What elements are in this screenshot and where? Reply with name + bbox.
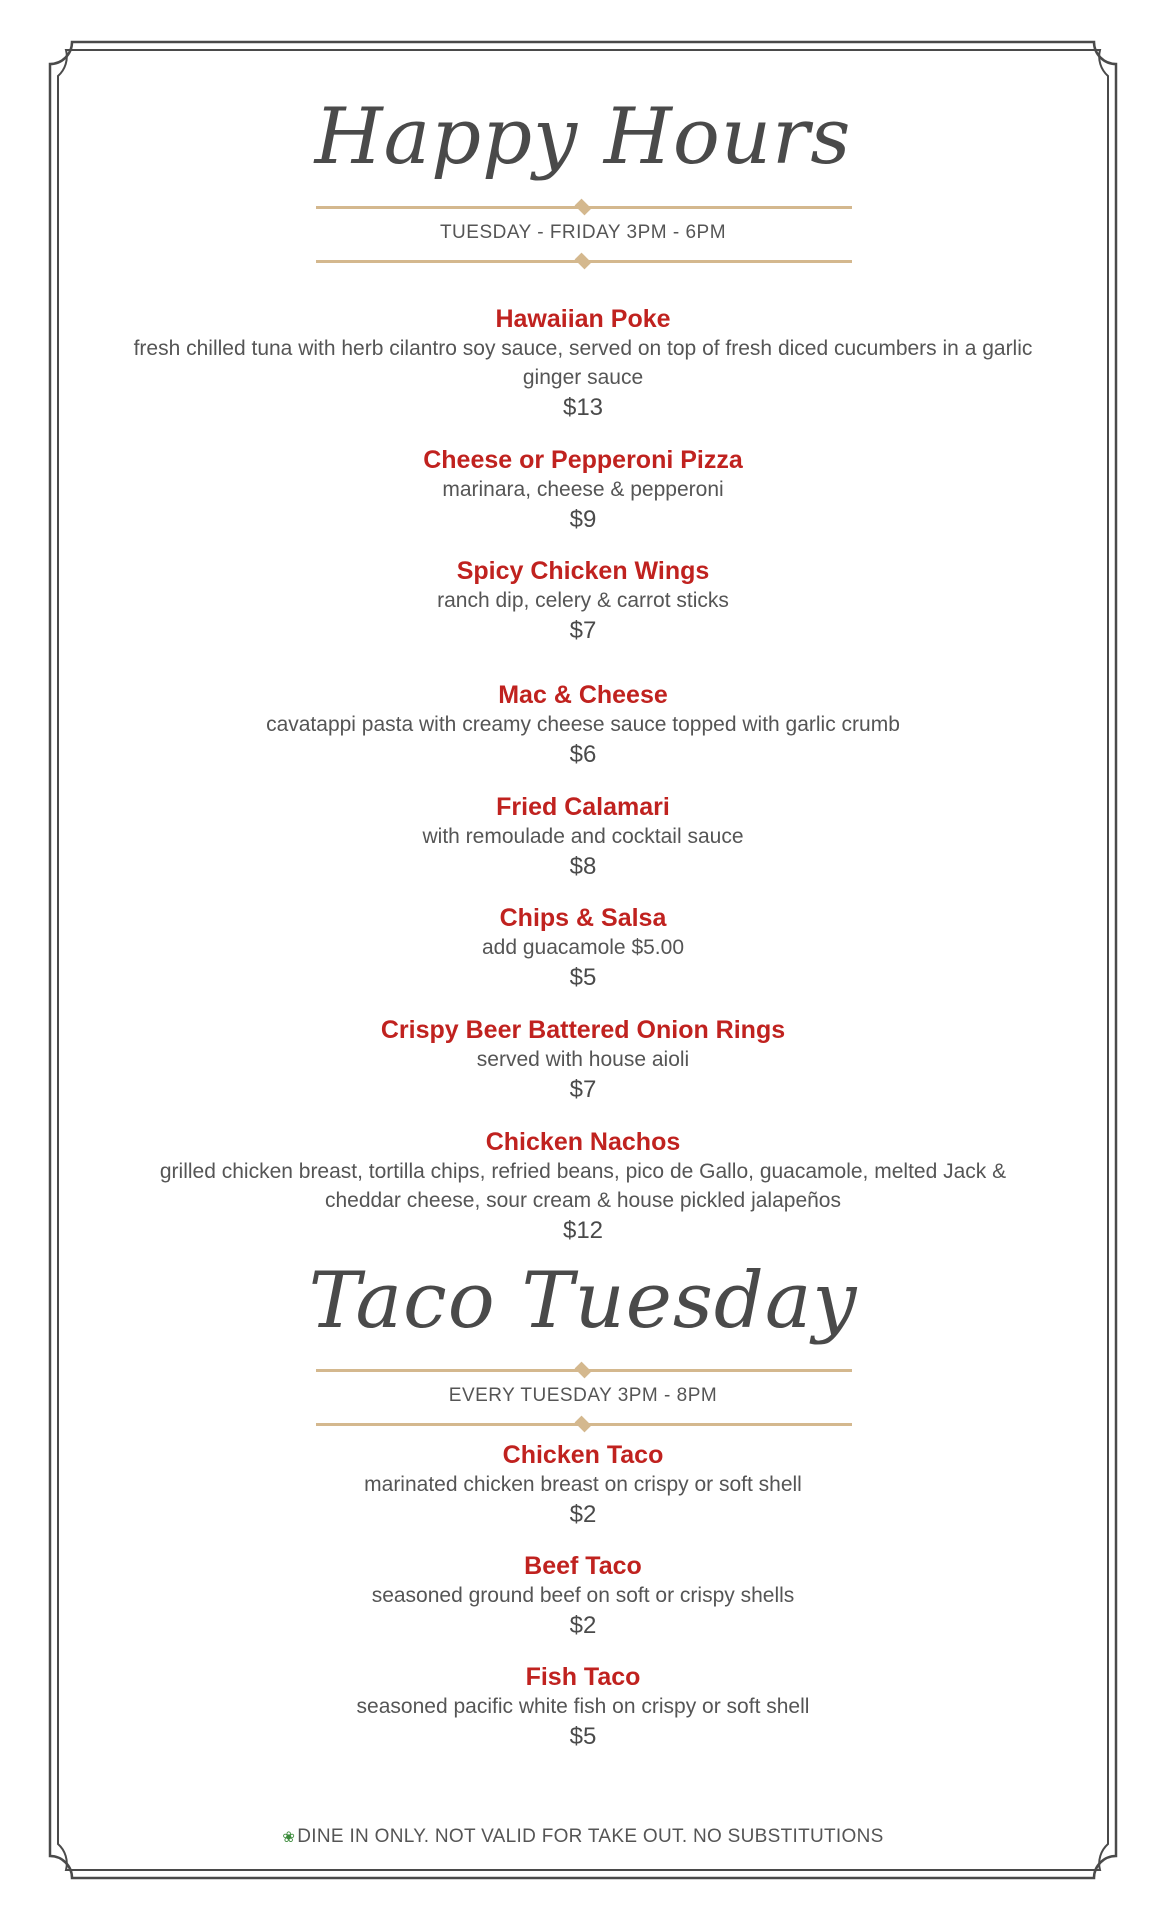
menu-item [120,1551,1046,1642]
item-price: $13 [562,394,604,421]
item-description: served with house aioli [476,1048,690,1071]
item-price: $2 [569,1501,597,1528]
item-price: $9 [569,506,597,533]
item-name: Fish Taco [525,1663,641,1691]
item-price: $5 [569,964,597,991]
menu-item [120,1440,1046,1531]
item-name: Mac & Cheese [498,681,668,709]
menu-item [120,1015,1046,1106]
item-description: cavatappi pasta with creamy cheese sauce topped with garlic crumb [266,713,900,736]
menu-item [120,556,1046,647]
item-name: Spicy Chicken Wings [456,557,710,585]
happy-hours-schedule: TUESDAY - FRIDAY 3PM - 6PM [439,222,727,243]
divider-diamond-icon [575,1362,592,1379]
item-name: Beef Taco [524,1552,642,1580]
leaf-icon: ❀ [282,1829,296,1846]
taco-tuesday-bottom-divider [316,1417,852,1431]
footer-text: DINE IN ONLY. NOT VALID FOR TAKE OUT. NO SUBSTITUTIONS [297,1826,884,1847]
item-name: Fried Calamari [496,793,670,821]
item-name: Hawaiian Poke [495,305,671,333]
item-description: fresh chilled tuna with herb cilantro soy sauce, served on top of fresh diced cucumbers in a garlic ginger sauce [133,337,1033,389]
item-price: $8 [569,853,597,880]
item-name: Crispy Beer Battered Onion Rings [380,1016,786,1044]
happy-hours-title: Happy Hours [314,92,852,182]
taco-tuesday-title: Taco Tuesday [308,1256,858,1346]
item-name: Cheese or Pepperoni Pizza [423,446,743,474]
item-price: $12 [562,1217,604,1244]
item-description: seasoned ground beef on soft or crispy shells [371,1584,795,1607]
item-description: marinated chicken breast on crispy or soft shell [364,1473,802,1496]
item-price: $6 [569,741,597,768]
menu-item [120,903,1046,994]
taco-tuesday-top-divider [316,1363,852,1377]
menu-item [120,1127,1046,1247]
item-price: $2 [569,1612,597,1639]
item-price: $7 [569,617,597,644]
happy-hours-top-divider [316,200,852,214]
item-description: grilled chicken breast, tortilla chips, refried beans, pico de Gallo, guacamole, melted Jack & cheddar cheese, sour cream & house pickled jalapeños [159,1160,1007,1212]
item-price: $7 [569,1076,597,1103]
menu-item [120,680,1046,771]
menu-item [120,1662,1046,1753]
item-description: marinara, cheese & pepperoni [442,478,724,501]
taco-tuesday-schedule: EVERY TUESDAY 3PM - 8PM [448,1385,718,1406]
happy-hours-bottom-divider [316,254,852,268]
menu-item [120,445,1046,536]
item-price: $5 [569,1723,597,1750]
item-description: add guacamole $5.00 [482,936,684,959]
item-description: seasoned pacific white fish on crispy or soft shell [356,1695,810,1718]
item-name: Chicken Taco [502,1441,664,1469]
item-description: with remoulade and cocktail sauce [422,825,744,848]
menu-item [120,304,1046,424]
item-description: ranch dip, celery & carrot sticks [437,589,729,612]
item-name: Chips & Salsa [499,904,667,932]
divider-diamond-icon [575,253,592,270]
item-name: Chicken Nachos [485,1128,681,1156]
menu-item [120,792,1046,883]
footer-note [0,1826,1166,1848]
divider-diamond-icon [575,199,592,216]
divider-diamond-icon [575,1416,592,1433]
